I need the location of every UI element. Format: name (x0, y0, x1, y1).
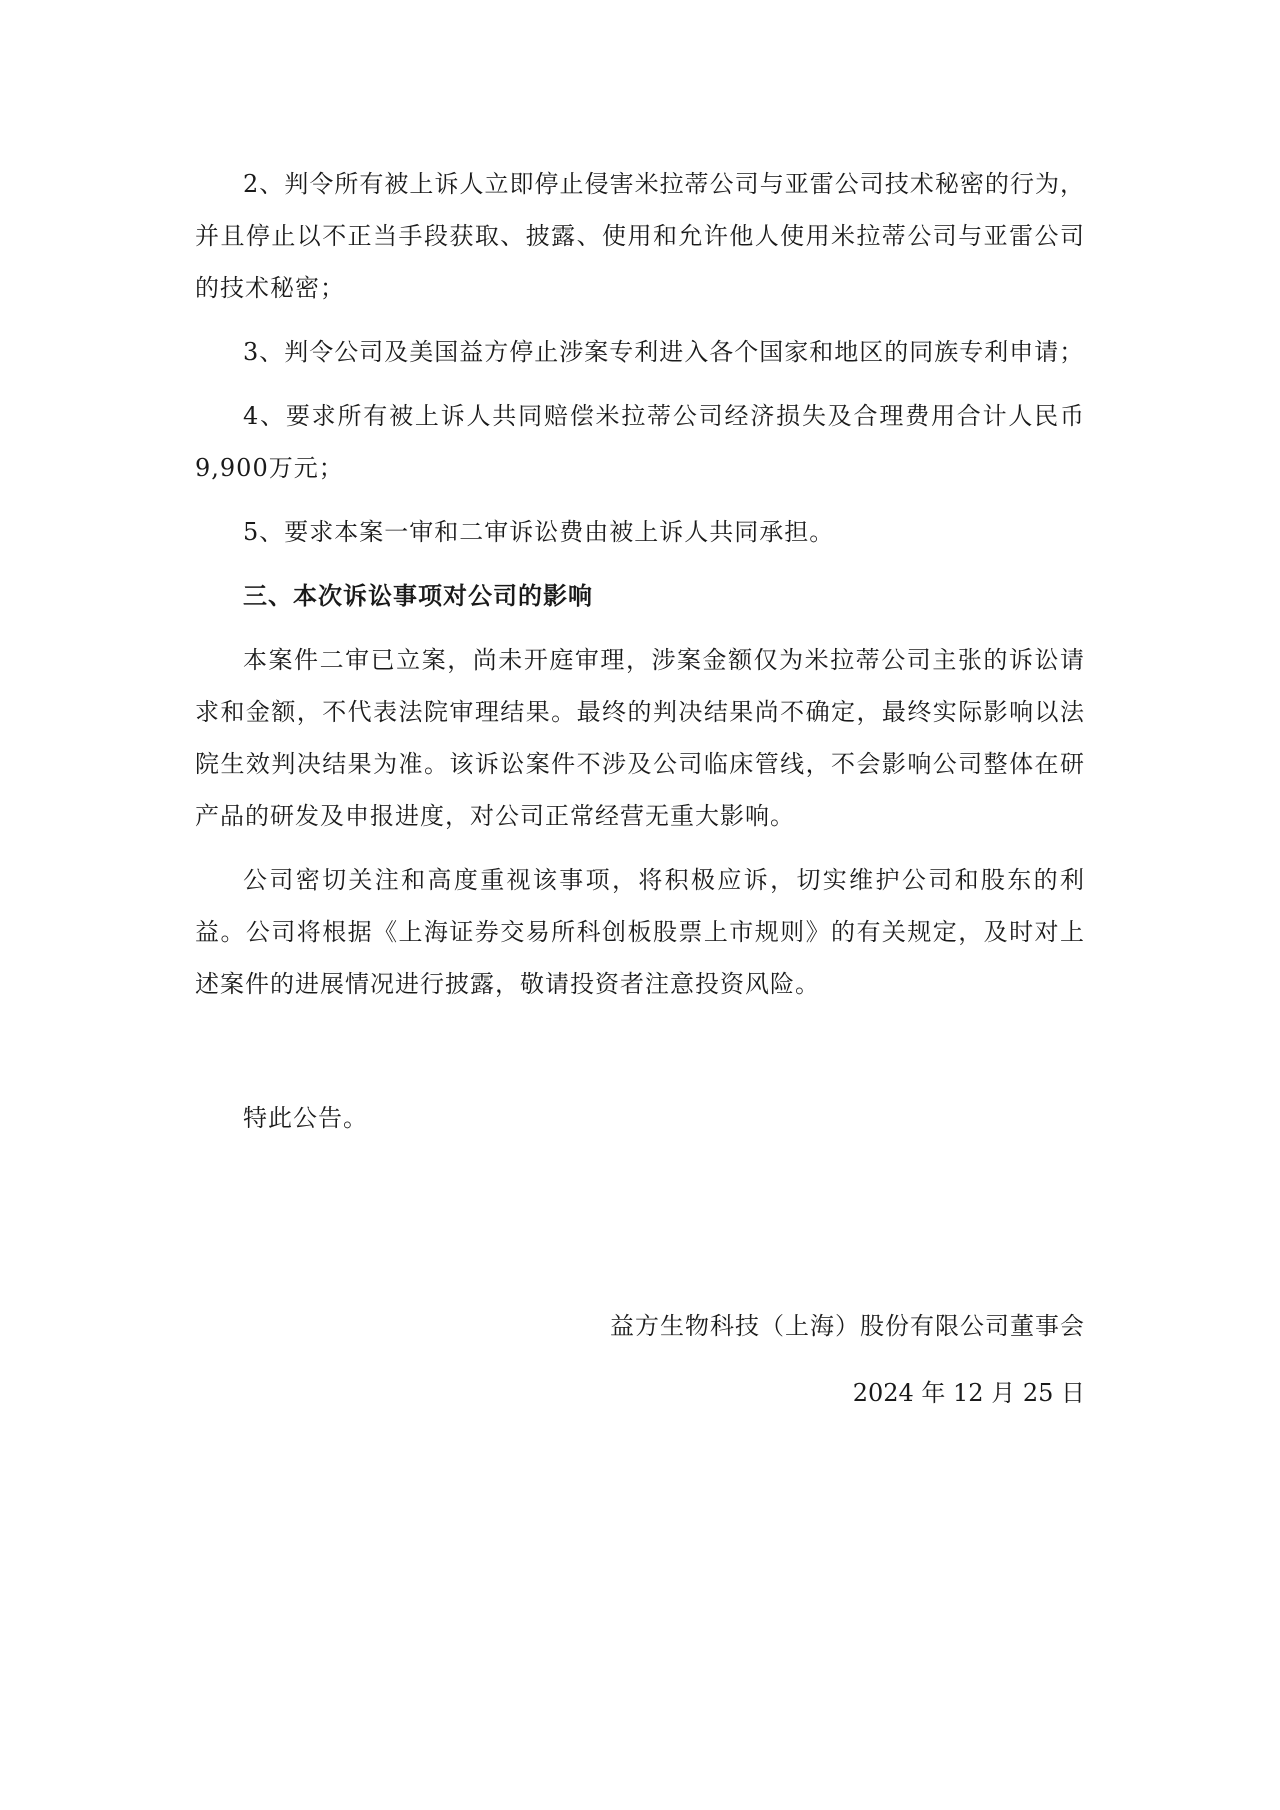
claim-item-2: 2、判令所有被上诉人立即停止侵害米拉蒂公司与亚雷公司技术秘密的行为，并且停止以不正当手段获取、披露、使用和允许他人使用米拉蒂公司与亚雷公司的技术秘密； (195, 170, 1085, 302)
closing-block (195, 1092, 1085, 1144)
claim-item-3: 3、判令公司及美国益方停止涉案专利进入各个国家和地区的同族专利申请； (243, 338, 1085, 366)
impact-paragraph-2: 公司密切关注和高度重视该事项，将积极应诉，切实维护公司和股东的利益。公司将根据《上海证券交易所科创板股票上市规则》的有关规定，及时对上述案件的进展情况进行披露，敬请投资者注意投资风险。 (195, 866, 1085, 998)
claim-item-5: 5、要求本案一审和二审诉讼费由被上诉人共同承担。 (243, 518, 835, 546)
document-body (195, 158, 1085, 1010)
section-heading: 三、本次诉讼事项对公司的影响 (243, 581, 593, 610)
signature-date: 2024 年 12 月 25 日 (852, 1379, 1085, 1407)
closing-statement: 特此公告。 (243, 1104, 368, 1132)
impact-paragraph-1: 本案件二审已立案，尚未开庭审理，涉案金额仅为米拉蒂公司主张的诉讼请求和金额，不代表法院审理结果。最终的判决结果尚不确定，最终实际影响以法院生效判决结果为准。该诉讼案件不涉及公司临床管线，不会影响公司整体在研产品的研发及申报进度，对公司正常经营无重大影响。 (195, 646, 1085, 830)
claim-item-4: 4、要求所有被上诉人共同赔偿米拉蒂公司经济损失及合理费用合计人民币9,900万元； (195, 402, 1085, 482)
signature-organization: 益方生物科技（上海）股份有限公司董事会 (610, 1312, 1085, 1340)
